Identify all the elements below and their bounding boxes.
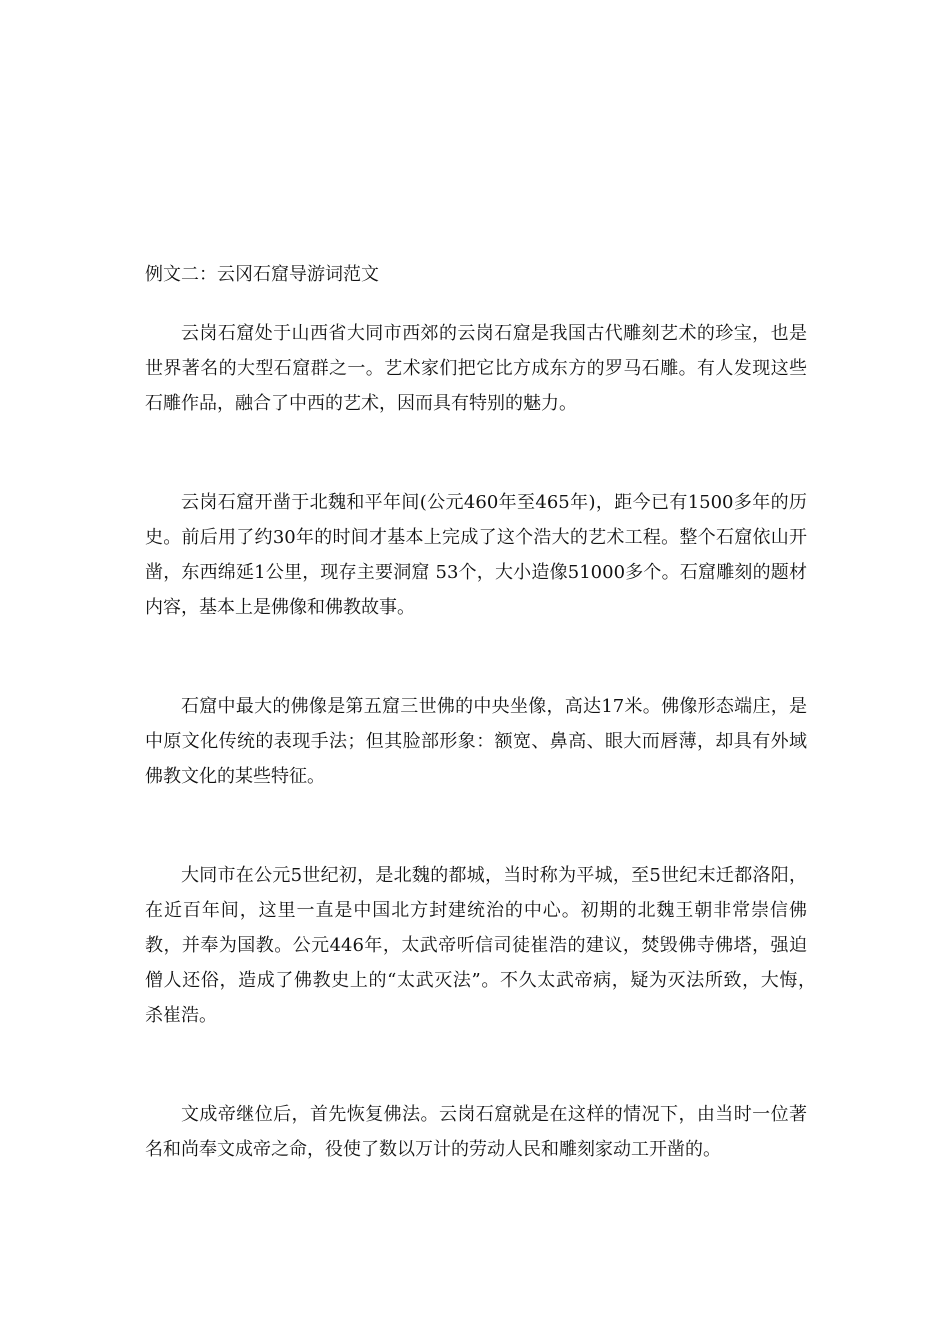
paragraph-5: 文成帝继位后，首先恢复佛法。云岗石窟就是在这样的情况下，由当时一位著名和尚奉文成帝之命，役使了数以万计的劳动人民和雕刻家动工开凿的。 <box>145 1104 807 1160</box>
document-body <box>145 258 825 1167</box>
paragraph-4: 大同市在公元5世纪初，是北魏的都城，当时称为平城，至5世纪末迁都洛阳，在近百年间，这里一直是中国北方封建统治的中心。初期的北魏王朝非常崇信佛教，并奉为国教。公元446年，太武帝听信司徒崔浩的建议，焚毁佛寺佛塔，强迫僧人还俗，造成了佛教史上的“太武灭法”。不久太武帝病，疑为灭法所致，大悔， 杀崔浩。 <box>145 865 825 1026</box>
paragraph-2: 云岗石窟开凿于北魏和平年间(公元460年至465年)，距今已有1500多年的历史。前后用了约30年的时间才基本上完成了这个浩大的艺术工程。整个石窟依山开凿，东西绵延1公里，现存主要洞窟 53个，大小造像51000多个。石窟雕刻的题材内容，基本上是佛像和佛教故事。 <box>145 492 807 618</box>
document-title: 例文二：云冈石窟导游词范文 <box>145 264 379 285</box>
paragraph-3: 石窟中最大的佛像是第五窟三世佛的中央坐像，高达17米。佛像形态端庄，是中原文化传统的表现手法；但其脸部形象：额宽、鼻高、眼大而唇薄，却具有外域佛教文化的某些特征。 <box>145 696 807 787</box>
paragraph-1: 云岗石窟处于山西省大同市西郊的云岗石窟是我国古代雕刻艺术的珍宝，也是世界著名的大型石窟群之一。艺术家们把它比方成东方的罗马石雕。有人发现这些石雕作品，融合了中西的艺术，因而具有特别的魅力。 <box>145 323 807 414</box>
